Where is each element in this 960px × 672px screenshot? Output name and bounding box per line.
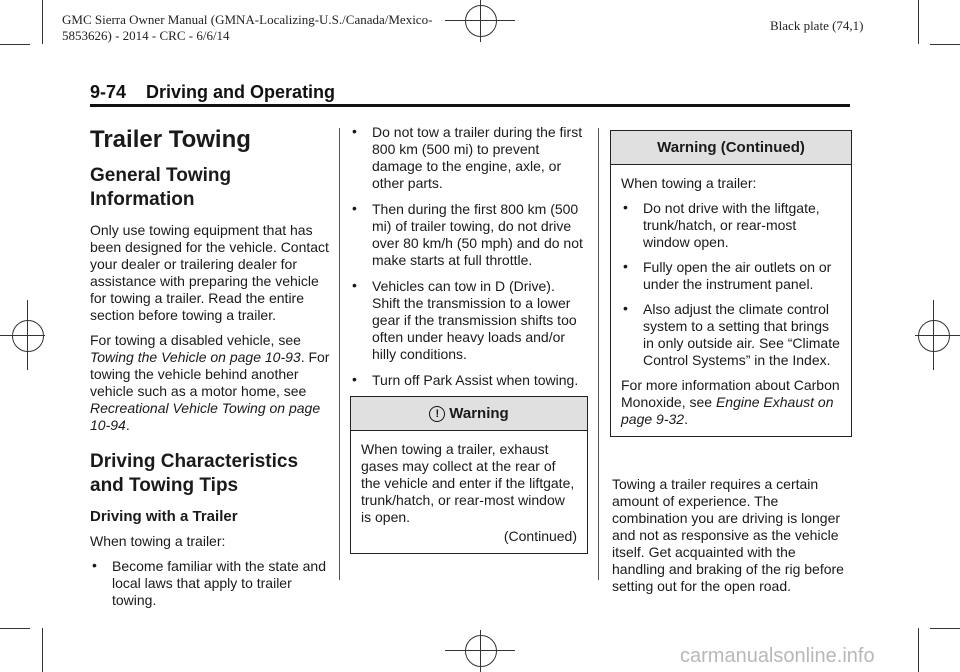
intro-text: When towing a trailer: <box>90 533 226 549</box>
list-item <box>350 201 586 269</box>
list-item-text: Vehicles can tow in D (Drive). Shift the transmission to a lower gear if the transmission shifts too often under heavy loads and/or hilly conditions. <box>372 278 577 362</box>
warning-intro: When towing a trailer: <box>621 175 757 191</box>
link-towing-vehicle[interactable]: Towing the Vehicle on page 10-93 <box>90 349 301 365</box>
crop-mark <box>42 628 43 672</box>
list-item-text: Do not drive with the liftgate, trunk/hatch, or rear-most window open. <box>643 200 820 250</box>
warning-icon: ! <box>429 406 445 422</box>
print-header <box>62 12 502 44</box>
list-item <box>350 278 586 363</box>
list-item <box>621 301 841 369</box>
bullet-icon: • <box>352 200 357 216</box>
list-item <box>621 259 841 293</box>
list-item-text: Turn off Park Assist when towing. <box>372 372 579 388</box>
paragraph: Towing a trailer requires a certain amount of experience. The combination you are driving is longer and not as responsive as the vehicle itself. Get acquainted with the handling and braking of the rig before setting out for the open road. <box>612 476 844 594</box>
warning-header: ! Warning <box>351 397 587 431</box>
warning-more-info: For more information about Carbon Monoxide, see Engine Exhaust on page 9-32. <box>621 377 840 427</box>
list-item-text: Then during the first 800 km (500 mi) of trailer towing, do not drive over 80 km/h (50 mph) and do not make starts at full throttle. <box>372 201 583 268</box>
bullet-icon: • <box>352 371 357 387</box>
warning-continued-header: Warning (Continued) <box>611 131 851 165</box>
warning-continued-box <box>610 130 852 437</box>
bullet-icon: • <box>352 277 357 293</box>
crop-mark <box>918 628 919 672</box>
subtitle-driving-characteristics: Driving Characteristics and Towing Tips <box>90 451 299 496</box>
crop-mark <box>42 0 43 44</box>
continued-label: (Continued) <box>503 528 577 544</box>
watermark: carmanualsonline.info <box>680 645 875 667</box>
column-1 <box>90 126 330 617</box>
link-recreational-towing[interactable]: Recreational Vehicle Towing on page 10-94 <box>90 400 321 433</box>
warning-text: When towing a trailer, exhaust gases may collect at the rear of the vehicle and enter if the liftgate, trunk/hatch, or rear-most window is open. <box>361 441 575 525</box>
crop-mark <box>0 44 30 45</box>
list-item-text: Fully open the air outlets on or under the instrument panel. <box>643 259 832 292</box>
header-rule <box>90 104 850 107</box>
subtitle-general-towing: General Towing Information <box>90 165 232 210</box>
page-title: Trailer Towing <box>90 126 251 153</box>
column-divider <box>339 128 340 580</box>
subhead-driving-with-trailer: Driving with a Trailer <box>90 508 238 525</box>
bullet-icon: • <box>352 123 357 139</box>
crop-mark <box>930 628 960 629</box>
list-item-text: Also adjust the climate control system to a setting that brings in only outside air. See “Climate Control Systems” in the Index. <box>643 301 840 368</box>
bullet-icon: • <box>92 557 97 573</box>
list-item <box>621 200 841 251</box>
bullet-icon: • <box>623 300 628 316</box>
print-header-line1: GMC Sierra Owner Manual (GMNA-Localizing-U.S./Canada/Mexico- <box>62 12 433 27</box>
section-header: 9-74 Driving and Operating <box>90 82 336 102</box>
warning-box <box>350 396 588 554</box>
crop-mark <box>0 628 30 629</box>
column-divider <box>598 128 599 580</box>
paragraph-disabled-vehicle: For towing a disabled vehicle, see Towing the Vehicle on page 10-93. For towing the vehicle behind another vehicle such as a motor home, see Recreational Vehicle Towing on page 10-94. <box>90 332 330 433</box>
list-item: • Become familiar with the state and local laws that apply to trailer towing. <box>92 557 326 608</box>
crop-mark <box>930 44 960 45</box>
list-item <box>350 372 586 389</box>
list-item <box>350 124 586 192</box>
crop-mark <box>918 0 919 44</box>
paragraph: Only use towing equipment that has been designed for the vehicle. Contact your dealer or trailering dealer for assistance with preparing the vehicle for towing a trailer. Read the entire section before towing a trailer. <box>90 222 329 323</box>
list-item-text: Do not tow a trailer during the first 800 km (500 mi) to prevent damage to the engine, axle, or other parts. <box>372 124 583 191</box>
bullet-icon: • <box>623 258 628 274</box>
column-3-paragraph <box>612 476 852 603</box>
column-2 <box>350 124 586 398</box>
link-engine-exhaust[interactable]: Engine Exhaust on page 9-32 <box>621 394 834 427</box>
bullet-icon: • <box>623 199 628 215</box>
plate-label: Black plate (74,1) <box>770 18 864 33</box>
print-header-line2: 5853626) - 2014 - CRC - 6/6/14 <box>62 28 230 43</box>
